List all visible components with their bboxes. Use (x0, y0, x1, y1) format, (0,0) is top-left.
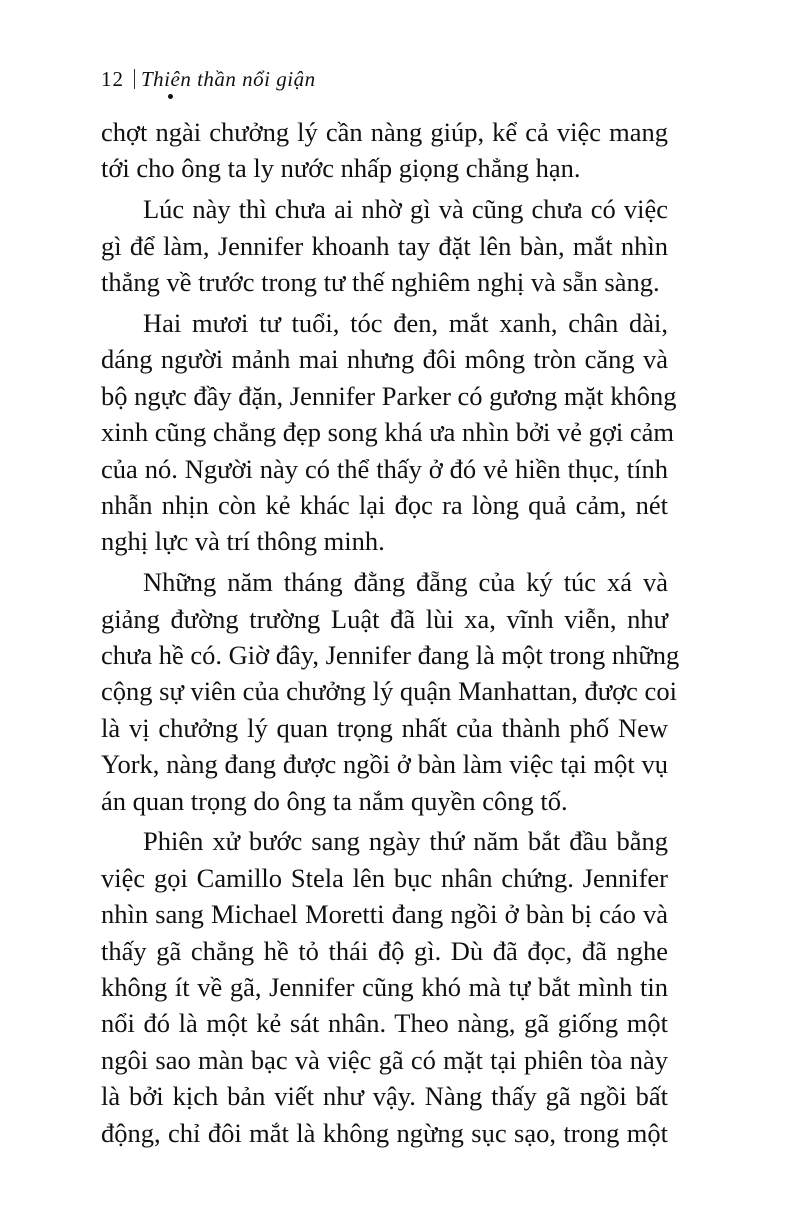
text-line: là vị chưởng lý quan trọng nhất của thành phố New (101, 712, 668, 743)
text-line: dáng người mảnh mai nhưng đôi mông tròn căng và (101, 344, 668, 375)
text-line: nhẫn nhịn còn kẻ khác lại đọc ra lòng quả cảm, nét (101, 489, 668, 520)
text-line: thẳng về trước trong tư thế nghiêm nghị và sẵn sàng. (101, 267, 660, 298)
text-line: gì để làm, Jennifer khoanh tay đặt lên bàn, mắt nhìn (101, 230, 668, 261)
header-divider (134, 69, 135, 89)
text-line: nổi đó là một kẻ sát nhân. Theo nàng, gã giống một (101, 1008, 668, 1039)
page-body (101, 114, 680, 1155)
paragraph (101, 564, 680, 819)
text-line: York, nàng đang được ngồi ở bàn làm việc tại một vụ (101, 749, 668, 780)
text-line: ngôi sao màn bạc và việc gã có mặt tại phiên tòa này (101, 1044, 668, 1075)
running-header (101, 66, 316, 92)
text-line: chưa hề có. Giờ đây, Jennifer đang là một trong những (101, 639, 680, 670)
paragraph (101, 823, 668, 1151)
text-line: Hai mươi tư tuổi, tóc đen, mắt xanh, chân dài, (143, 307, 668, 338)
paragraph (101, 114, 668, 187)
header-dot-ornament (168, 94, 173, 99)
text-line: xinh cũng chẳng đẹp song khá ưa nhìn bởi vẻ gợi cảm (101, 417, 674, 448)
text-line: bộ ngực đầy đặn, Jennifer Parker có gương mặt không (101, 380, 677, 411)
page-number: 12 (101, 67, 124, 91)
text-line: của nó. Người này có thể thấy ở đó vẻ hiền thục, tính (101, 453, 668, 484)
text-line: chợt ngài chưởng lý cần nàng giúp, kể cả việc mang (101, 117, 668, 147)
text-line: là bởi kịch bản viết như vậy. Nàng thấy gã ngồi bất (101, 1081, 668, 1112)
text-line: tới cho ông ta ly nước nhấp giọng chẳng hạn. (101, 153, 581, 184)
text-line: Những năm tháng đằng đẵng của ký túc xá và (143, 567, 668, 598)
text-line: không ít về gã, Jennifer cũng khó mà tự bắt mình tin (101, 971, 668, 1002)
text-line: động, chỉ đôi mắt là không ngừng sục sạo, trong một (101, 1117, 668, 1148)
text-line: Phiên xử bước sang ngày thứ năm bắt đầu bằng (143, 826, 668, 857)
text-line: nhìn sang Michael Moretti đang ngồi ở bàn bị cáo và (101, 899, 668, 930)
paragraph (101, 191, 668, 300)
text-line: nghị lực và trí thông minh. (101, 526, 385, 557)
book-title: Thiên thần nổi giận (141, 67, 316, 91)
text-line: thấy gã chẳng hề tỏ thái độ gì. Dù đã đọc, đã nghe (101, 935, 668, 966)
text-line: việc gọi Camillo Stela lên bục nhân chứng. Jennifer (101, 862, 668, 893)
text-line: án quan trọng do ông ta nắm quyền công tố. (101, 785, 568, 816)
text-line: cộng sự viên của chưởng lý quận Manhattan, được coi (101, 676, 677, 707)
paragraph (101, 305, 677, 560)
text-line: giảng đường trường Luật đã lùi xa, vĩnh viễn, như (101, 603, 668, 634)
text-line: Lúc này thì chưa ai nhờ gì và cũng chưa có việc (143, 194, 668, 225)
